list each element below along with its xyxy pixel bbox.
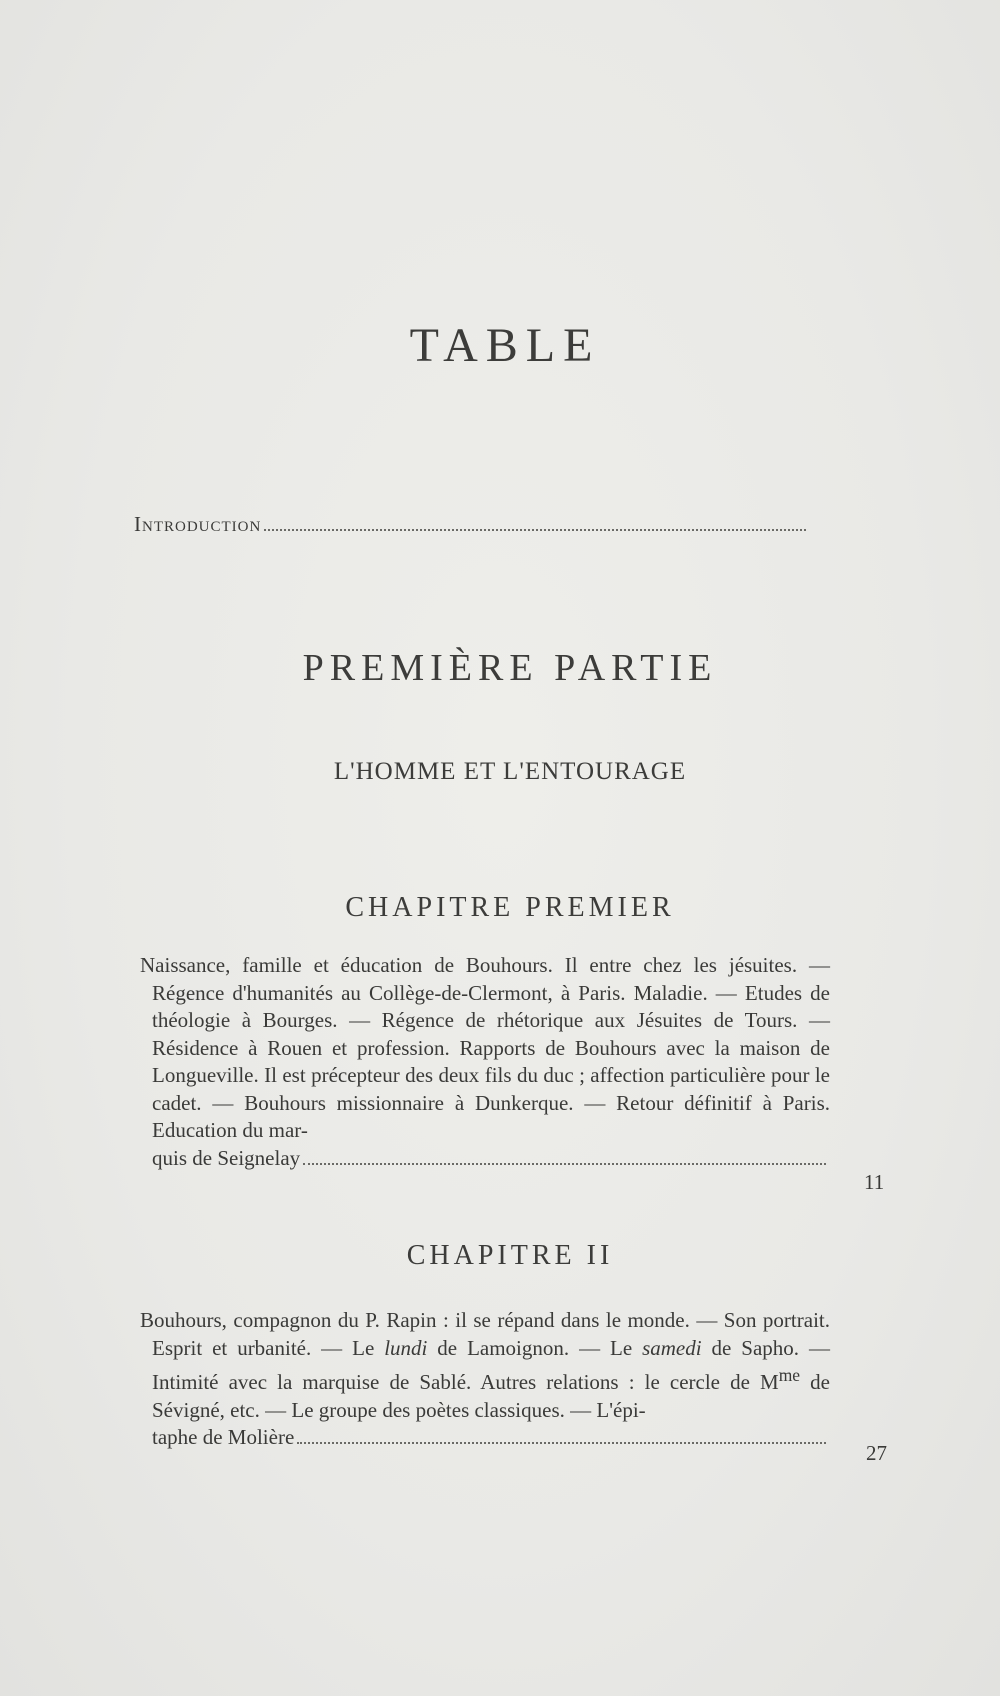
chapter-1-heading: CHAPITRE PREMIER [345, 892, 675, 923]
summary-italic-term: lundi [384, 1335, 428, 1360]
summary-italic-term: samedi [642, 1335, 702, 1360]
chapter-1-summary-text: Naissance, famille et éducation de Bouhours. Il entre chez les jésuites. — Régence d'humanités au Collège-de-Clermont, à Paris. Maladie. — Etudes de théologie à Bourges. — Régence de rhétorique aux Jésuites de Tours. — Résidence à Rouen et profession. Rapports de Bouhours avec la maison de Longueville. Il est précepteur des deux fils du duc ; affection particulière pour le cadet. — Bouhours missionnaire à Dunkerque. — Retour définitif à Paris. Education du mar- [140, 953, 830, 1142]
toc-entry-introduction[interactable] [134, 512, 810, 537]
dot-leader [303, 1163, 826, 1165]
chapter-2-summary-last-text: taphe de Molière [152, 1425, 295, 1449]
summary-text-part: de Sévigné, etc. — Le groupe des poètes classiques. — L'épi- [152, 1370, 830, 1422]
chapter-2-heading: CHAPITRE II [406, 1240, 614, 1271]
chapter-1-summary[interactable] [140, 952, 830, 1172]
introduction-label: Introduction [134, 512, 262, 536]
chapter-1-summary-last-text: quis de Seignelay [152, 1145, 301, 1170]
chapter-2-summary-last-line [140, 1424, 830, 1452]
summary-text-part: de Sapho. — Intimité avec la marquise de Sablé. Autres relations : le cercle de M [152, 1335, 830, 1394]
chapter-1-page-number: 11 [864, 1170, 885, 1194]
part-title: PREMIÈRE PARTIE [302, 647, 718, 689]
superscript: me [778, 1365, 801, 1385]
part-subtitle: L'HOMME ET L'ENTOURAGE [333, 758, 687, 785]
summary-text-part: de Lamoignon. — Le [427, 1335, 643, 1360]
chapter-2-summary-text [140, 1307, 830, 1424]
chapter-1-summary-last-line [140, 1145, 830, 1173]
dot-leader [297, 1442, 826, 1444]
page-title: TABLE [409, 319, 601, 372]
chapter-2-page-number: 27 [866, 1441, 887, 1465]
dot-leader [264, 529, 806, 531]
summary-text-part: Bouhours, compagnon du P. Rapin : il se répand dans le monde. — Son portrait. Esprit et urbanité. — Le [140, 1308, 830, 1360]
chapter-2-summary[interactable] [140, 1307, 830, 1452]
